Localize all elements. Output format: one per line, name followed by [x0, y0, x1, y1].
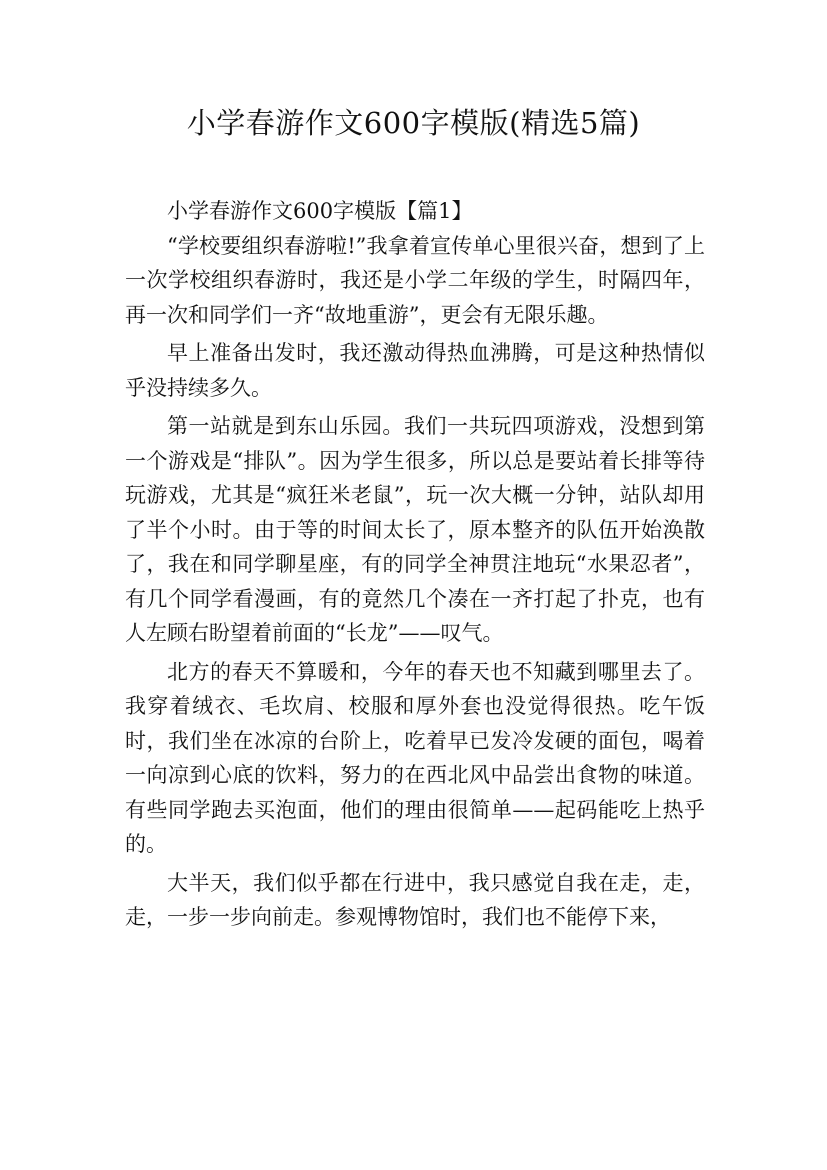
paragraph: 早上准备出发时，我还激动得热血沸腾，可是这种热情似乎没持续多久。 [125, 341, 705, 400]
paragraph: 大半天，我们似乎都在行进中，我只感觉自我在走，走，走，一步一步向前走。参观博物馆时，我们也不能停下来， [125, 870, 705, 929]
paragraph: “学校要组织春游啦!”我拿着宣传单心里很兴奋，想到了上一次学校组织春游时，我还是小学二年级的学生，时隔四年，再一次和同学们一齐“故地重游”，更会有无限乐趣。 [125, 233, 705, 327]
paragraph: 第一站就是到东山乐园。我们一共玩四项游戏，没想到第一个游戏是“排队”。因为学生很多，所以总是要站着长排等待玩游戏，尤其是“疯狂米老鼠”，玩一次大概一分钟，站队却用了半个小时。由于等的时间太长了，原本整齐的队伍开始涣散了，我在和同学聊星座，有的同学全神贯注地玩“水果忍者”，有几个同学看漫画，有的竟然几个凑在一齐打起了扑克，也有人左顾右盼望着前面的“长龙”——叹气。 [125, 414, 705, 645]
document-body [125, 194, 705, 939]
paragraph: 北方的春天不算暖和，今年的春天也不知藏到哪里去了。我穿着绒衣、毛坎肩、校服和厚外套也没觉得很热。吃午饭时，我们坐在冰凉的台阶上，吃着早已发冷发硬的面包，喝着一向凉到心底的饮料，努力的在西北风中品尝出食物的味道。有些同学跑去买泡面，他们的理由很简单——起码能吃上热乎的。 [125, 659, 705, 856]
section-heading: 小学春游作文600字模版【篇1】 [167, 199, 473, 223]
document-title: 小学春游作文600字模版(精选5篇) [186, 106, 641, 140]
